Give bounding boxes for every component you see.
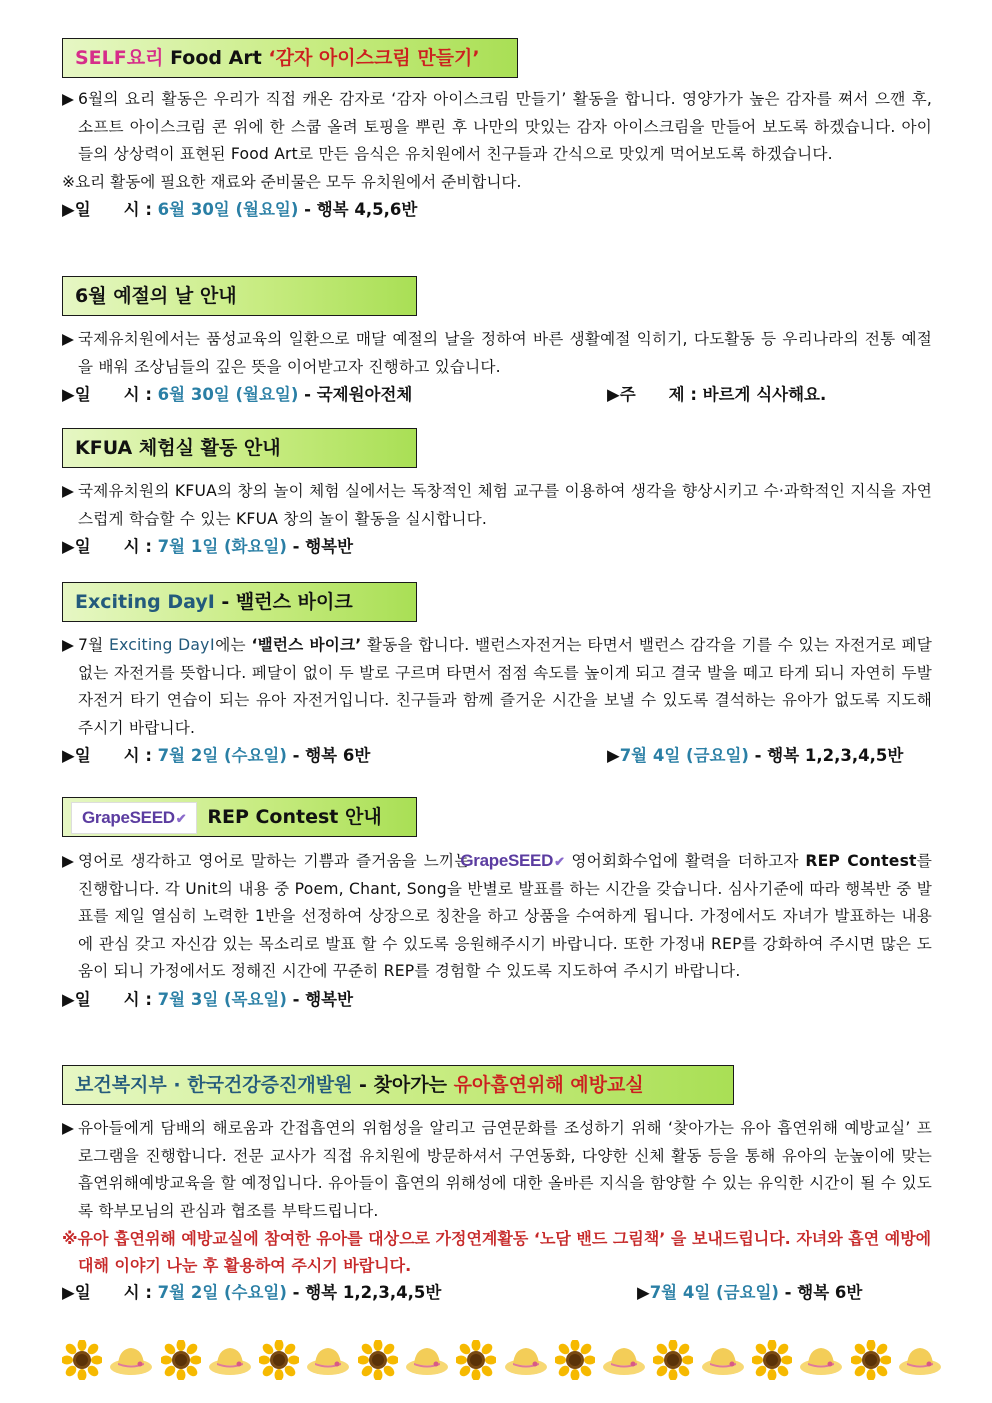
section-kfua xyxy=(62,428,932,561)
sunflower-icon xyxy=(851,1340,891,1380)
section-body: ▶ 6월의 요리 활동은 우리가 직접 캐온 감자로 ‘감자 아이스크림 만들기’ 활동을 합니다. 영양가가 높은 감자를 쪄서 으깬 후, 소프트 아이스크림 콘 위에 한 스쿱 올려 토핑을 뿌린 후 나만의 맛있는 감자 아이스크림을 만들어 보도록 하겠습니다. 아이들의 상상력이 표현된 Food Art로 만든 음식은 유치원에서 친구들과 간식으로 맛있게 먹어보도록 하겠습니다. xyxy=(62,90,932,163)
sunflower-icon xyxy=(752,1340,792,1380)
date-line: ▶일 시 : 7월 2일 (수요일) - 행복 6반 ▶7월 4일 (금요일) - 행복 1,2,3,4,5반 xyxy=(62,742,932,770)
sunflower-icon xyxy=(555,1340,595,1380)
straw-hat-icon xyxy=(109,1343,153,1377)
sunflower-icon xyxy=(456,1340,496,1380)
section-exciting-day xyxy=(62,582,932,770)
straw-hat-icon xyxy=(701,1343,745,1377)
section-title: 보건복지부 · 한국건강증진개발원 - 찾아가는 유아흡연위해 예방교실 xyxy=(62,1065,734,1105)
date-line: ▶일 시 : 6월 30일 (월요일) - 국제원아전체 ▶주 제 : 바르게 식사해요. xyxy=(62,381,932,409)
sunflower-icon xyxy=(161,1340,201,1380)
section-title: GrapeSEED✔ REP Contest 안내 xyxy=(62,797,417,837)
section-etiquette xyxy=(62,276,932,409)
leaf-icon: ✔ xyxy=(175,810,187,826)
sunflower-icon xyxy=(259,1340,299,1380)
straw-hat-icon xyxy=(898,1343,942,1377)
straw-hat-icon xyxy=(306,1343,350,1377)
section-title: SELF요리 Food Art ‘감자 아이스크림 만들기’ xyxy=(62,38,518,78)
sunflower-icon xyxy=(62,1340,102,1380)
sunflower-icon xyxy=(653,1340,693,1380)
section-title: KFUA 체험실 활동 안내 xyxy=(62,428,417,468)
section-smoking-prevention xyxy=(62,1065,932,1307)
section-body: ▶ 국제유치원의 KFUA의 창의 놀이 체험 실에서는 독창적인 체험 교구를 이용하여 생각을 향상시키고 수·과학적인 지식을 자연스럽게 학습할 수 있는 KFUA 창의 놀이 활동을 실시합니다. xyxy=(62,482,932,528)
section-note: ※요리 활동에 필요한 재료와 준비물은 모두 유치원에서 준비합니다. xyxy=(62,172,522,191)
date-line: ▶일 시 : 7월 3일 (목요일) - 행복반 xyxy=(62,989,354,1009)
section-food-art xyxy=(62,38,932,224)
date-line: ▶일 시 : 7월 1일 (화요일) - 행복반 xyxy=(62,537,354,556)
section-body: ▶ 유아들에게 담배의 해로움과 간접흡연의 위험성을 알리고 금연문화를 조성하기 위해 ‘찾아가는 유아 흡연위해 예방교실’ 프로그램을 진행합니다. 전문 교사가 직접 유치원에 방문하셔서 구연동화, 다양한 신체 활동 등을 통해 유아의 눈높이에 맞는 흡연위해예방교육을 할 예정입니다. 유아들이 흡연의 위해성에 대한 올바른 지식을 함양할 수 있는 유익한 시간이 될 수 있도록 학부모님의 관심과 협조를 부탁드립니다. xyxy=(62,1119,932,1220)
topic-line: ▶주 제 : 바르게 식사해요. xyxy=(607,385,827,404)
straw-hat-icon xyxy=(208,1343,252,1377)
date-line: ▶일 시 : 6월 30일 (월요일) - 행복 4,5,6반 xyxy=(62,200,418,219)
date-line: ▶일 시 : 7월 2일 (수요일) - 행복 1,2,3,4,5반 ▶7월 4일 (금요일) - 행복 6반 xyxy=(62,1279,932,1307)
section-body: ▶ 영어로 생각하고 영어로 말하는 기쁨과 즐거움을 느끼는 GrapeSEED✔ 영어회화수업에 활력을 더하고자 REP Contest를 진행합니다. 각 Unit의 내용 중 Poem, Chant, Song을 반별로 발표를 하는 시간을 갖습니다. 심사기준에 따라 행복반 중 발표를 제일 열심히 노력한 1반을 선정하여 상장으로 칭찬을 하고 상품을 수여하게 됩니다. 가정에서도 자녀가 발표하는 내용에 관심 갖고 자신감 있는 목소리로 발표 할 수 있도록 응원해주시기 바랍니다. 또한 가정내 REP를 강화하여 주시면 많은 도움이 되니 가정에서도 정해진 시간에 꾸준히 REP를 경험할 수 있도록 지도하여 주시기 바랍니다. xyxy=(62,847,932,986)
leaf-icon: ✔ xyxy=(554,854,565,869)
second-date: ▶7월 4일 (금요일) - 행복 1,2,3,4,5반 xyxy=(607,746,904,765)
second-date: ▶7월 4일 (금요일) - 행복 6반 xyxy=(637,1283,863,1302)
straw-hat-icon xyxy=(405,1343,449,1377)
grapeseed-inline-logo: GrapeSEED✔ xyxy=(460,851,565,870)
section-body: ▶ 국제유치원에서는 품성교육의 일환으로 매달 예절의 날을 정하여 바른 생활예절 익히기, 다도활동 등 우리나라의 전통 예절을 배워 조상님들의 깊은 뜻을 이어받고자 진행하고 있습니다. xyxy=(62,330,932,376)
straw-hat-icon xyxy=(504,1343,548,1377)
grapeseed-logo: GrapeSEED✔ xyxy=(71,802,197,834)
straw-hat-icon xyxy=(799,1343,843,1377)
sunflower-icon xyxy=(358,1340,398,1380)
red-note: ※유아 흡연위해 예방교실에 참여한 유아를 대상으로 가정연계활동 ‘노담 밴드 그림책’ 을 보내드립니다. 자녀와 흡연 예방에 대해 이야기 나눈 후 활용하여 주시기 바랍니다. xyxy=(62,1229,932,1275)
straw-hat-icon xyxy=(602,1343,646,1377)
section-title: 6월 예절의 날 안내 xyxy=(62,276,417,316)
section-body: ▶ 7월 Exciting DayⅠ에는 ‘밸런스 바이크’ 활동을 합니다. 밸런스자전거는 타면서 밸런스 감각을 기를 수 있는 자전거로 페달 없는 자전거를 뜻합니다. 페달이 없이 두 발로 구르며 타면서 점점 속도를 높이게 되고 결국 발을 떼고 타게 되니 자연히 두발 자전거 타기 연습이 되는 유아 자전거입니다. 친구들과 함께 즐거운 시간을 보낼 수 있도록 결석하는 유아가 없도록 지도해 주시기 바랍니다. xyxy=(62,636,933,737)
section-title: Exciting DayⅠ - 밸런스 바이크 xyxy=(62,582,417,622)
decoration-row xyxy=(62,1340,942,1380)
section-rep-contest xyxy=(62,797,932,1014)
